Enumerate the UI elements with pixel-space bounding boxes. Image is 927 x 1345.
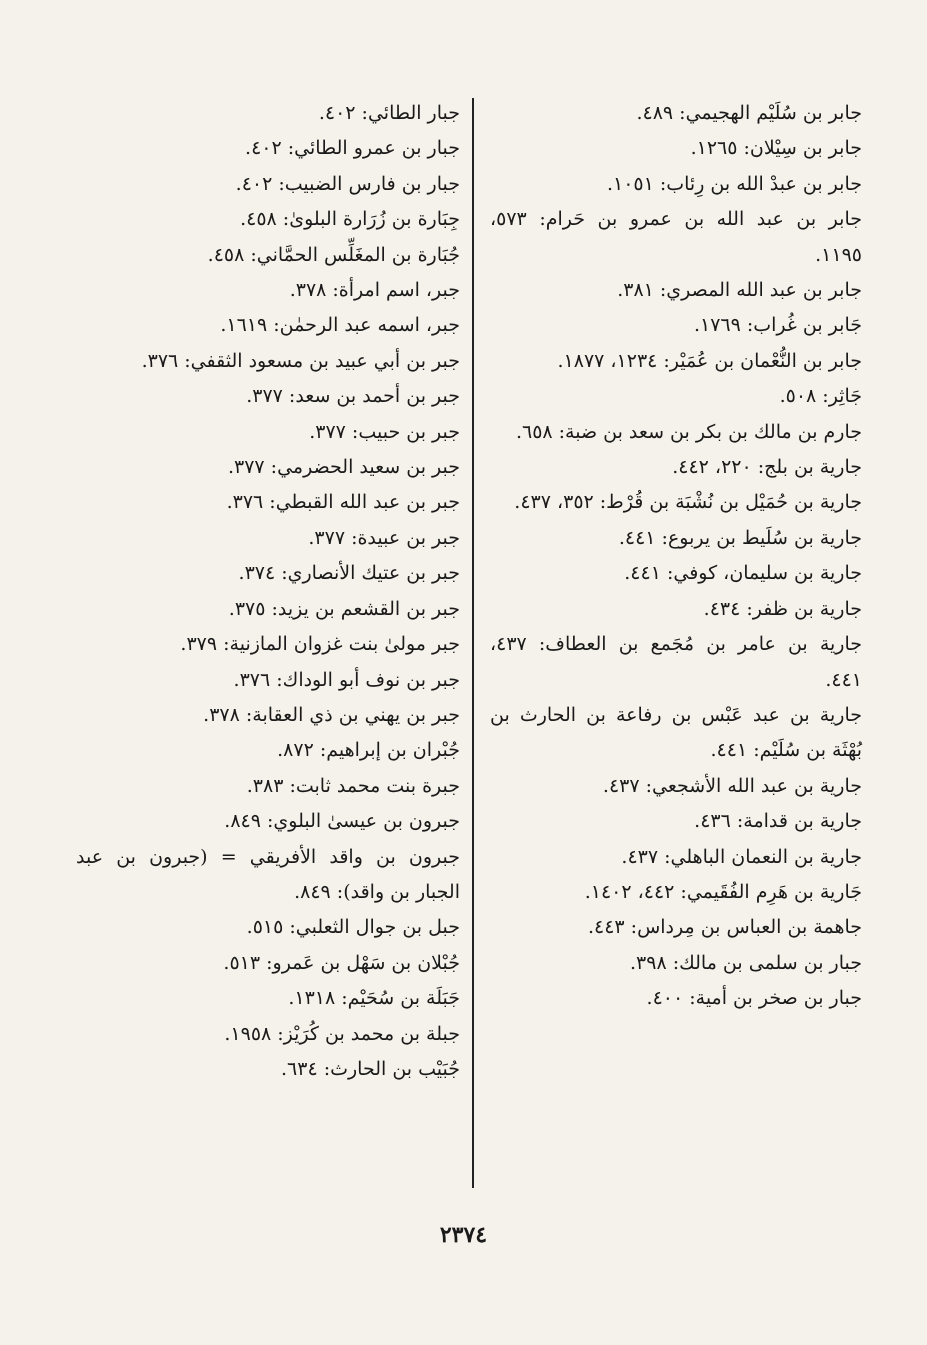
index-entry: جَاثِر: ٥٠٨.	[779, 385, 862, 408]
index-entry: جارية بن حُمَيْل بن نُشْبَة بن قُرْط: ٣٥٢، ٤٣٧.	[514, 491, 862, 514]
index-entry: جُبْلان بن سَهْل بن عَمرو: ٥١٣.	[223, 951, 460, 974]
index-entry: جَابر بن غُراب: ١٧٦٩.	[693, 314, 862, 337]
index-entry: جابر بن النُّعْمان بن عُمَيْر: ١٢٣٤، ١٨٧٧.	[557, 349, 862, 372]
index-entry: جبار بن سلمى بن مالك: ٣٩٨.	[629, 951, 862, 974]
index-entry: جبر، اسم امرأة: ٣٧٨.	[289, 279, 460, 302]
index-entry: جبر بن أحمد بن سعد: ٣٧٧.	[246, 385, 460, 408]
index-entry: جبر بن عبد الله القبطي: ٣٧٦.	[226, 491, 460, 514]
index-entry: جُبَيْب بن الحارث: ٦٣٤.	[281, 1057, 460, 1080]
index-entry: جارية بن سُلَيط بن يربوع: ٤٤١.	[618, 526, 862, 549]
index-entry: جابر بن عبد الله بن عمرو بن حَرام: ٥٧٣، ١١٩٥.	[490, 208, 862, 266]
index-entry: جبلة بن محمد بن كُرَيْز: ١٩٥٨.	[224, 1022, 460, 1045]
index-entry: جبر، اسمه عبد الرحمٰن: ١٦١٩.	[220, 314, 460, 337]
index-entry: جارية بن النعمان الباهلي: ٤٣٧.	[621, 845, 862, 868]
column-divider	[472, 98, 474, 1188]
index-entry: جبر بن عتيك الأنصاري: ٣٧٤.	[238, 562, 460, 585]
index-entry: جابر بن سِيْلان: ١٢٦٥.	[690, 137, 862, 160]
index-entry: جبل بن جوال الثعلبي: ٥١٥.	[246, 916, 460, 939]
index-entry: جبار الطائي: ٤٠٢.	[318, 102, 460, 124]
index-entry: جارية بن ظفر: ٤٣٤.	[703, 597, 862, 620]
page-number: ٢٣٧٤	[439, 1222, 488, 1248]
index-entry: جارية بن عامر بن مُجَمع بن العطاف: ٤٣٧، ٤٤١.	[490, 633, 862, 691]
index-entry: جبر بن سعيد الحضرمي: ٣٧٧.	[227, 456, 460, 479]
index-entry: جِبَارة بن زُرَارة البلوىٰ: ٤٥٨.	[240, 208, 460, 231]
index-entry: جارية بن سليمان، كوفي: ٤٤١.	[624, 562, 862, 585]
index-entry: جبر مولىٰ بنت غزوان المازنية: ٣٧٩.	[180, 633, 460, 656]
index-entry: جبر بن يهني بن ذي العقابة: ٣٧٨.	[203, 703, 460, 726]
index-entry: جَبَلَة بن سُحَيْم: ١٣١٨.	[288, 987, 460, 1010]
index-entry: جبر بن عبيدة: ٣٧٧.	[308, 526, 460, 549]
index-entry: جابر بن عبدْ الله بن رِئاب: ١٠٥١.	[606, 172, 862, 195]
index-entry: جارية بن عبد الله الأشجعي: ٤٣٧.	[602, 774, 862, 797]
index-entry: جبر بن حبيب: ٣٧٧.	[309, 420, 460, 443]
index-entry: جابر بن عبد الله المصري: ٣٨١.	[617, 279, 862, 302]
index-entry: جبر بن القشعم بن يزيد: ٣٧٥.	[228, 597, 460, 620]
index-entry: جبر بن نوف أبو الوداك: ٣٧٦.	[233, 668, 460, 691]
index-entry: جارم بن مالك بن بكر بن سعد بن ضبة: ٦٥٨.	[515, 420, 862, 443]
index-entry: جبار بن عمرو الطائي: ٤٠٢.	[245, 137, 460, 160]
index-entry: جُبْران بن إبراهيم: ٨٧٢.	[277, 739, 460, 762]
index-entry: جارية بن عبد عَبْس بن رفاعة بن الحارث بن بُهْثَة بن سُلَيْم: ٤٤١.	[490, 703, 862, 762]
index-entry: جبرون بن واقد الأفريقي = (جبرون بن عبد الجبار بن واقد): ٨٤٩.	[76, 845, 460, 903]
index-entry: جاهمة بن العباس بن مِرداس: ٤٤٣.	[587, 916, 862, 939]
index-entry: جبرون بن عيسىٰ البلوي: ٨٤٩.	[224, 810, 460, 833]
index-entry: جبر بن أبي عبيد بن مسعود الثقفي: ٣٧٦.	[141, 349, 460, 372]
index-entry: جبرة بنت محمد ثابت: ٣٨٣.	[246, 774, 460, 797]
right-column	[490, 96, 862, 1017]
index-entry: جارية بن قدامة: ٤٣٦.	[694, 810, 862, 833]
left-column	[76, 96, 460, 1087]
index-entry: جارية بن بلج: ٢٢٠، ٤٤٢.	[672, 456, 862, 479]
index-entry: جبار بن فارس الضبيب: ٤٠٢.	[235, 172, 460, 195]
index-entry: جبار بن صخر بن أمية: ٤٠٠.	[646, 987, 862, 1010]
index-entry: جَارية بن هَرِم الفُقَيمي: ٤٤٢، ١٤٠٢.	[584, 880, 862, 903]
index-entry: جابر بن سُلَيْم الهجيمي: ٤٨٩.	[636, 102, 862, 124]
index-entry: جُبَارة بن المغَلِّس الحمَّاني: ٤٥٨.	[207, 243, 460, 266]
